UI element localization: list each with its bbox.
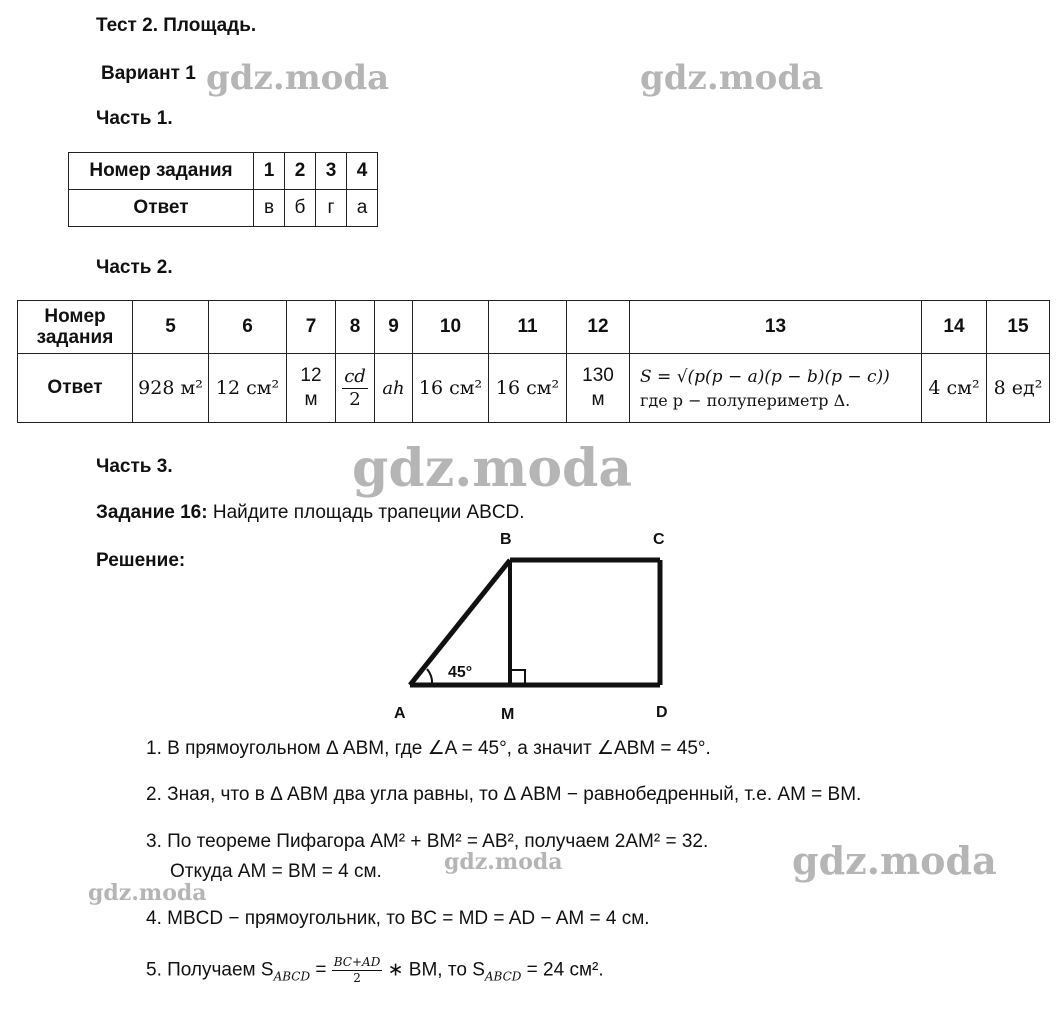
heron-formula: S = √(p(p − a)(p − b)(p − c)) [640,366,890,387]
answer-cell: 928 м² [133,354,209,423]
part2-heading: Часть 2. [96,257,173,278]
solution-step-5 [146,955,604,986]
subscript: ABCD [484,969,522,984]
step-text: 5. Получаем S [146,959,274,981]
answer-cell: 16 см² [413,354,489,423]
step-text: = [310,959,332,981]
solution-step-2: 2. Зная, что в Δ ABM два угла равны, то Δ ABM − равнобедренный, т.е. AM = BM. [146,784,862,805]
answer-cell: г [316,190,347,227]
row-header-task: Номер задания [69,153,254,190]
answer-cell: ah [375,354,413,423]
solution-step-3-cont: Откуда AM = BM = 4 см. [170,861,382,882]
part2-table [17,300,1050,423]
solution-step-1: 1. В прямоугольном Δ ABM, где ∠A = 45°, а значит ∠ABM = 45°. [146,738,711,759]
variant-label: Вариант 1 [101,63,196,84]
point-m-label: M [501,706,515,723]
trapezoid-figure [380,525,680,725]
answer-cell: 16 см² [489,354,567,423]
solution-label: Решение: [96,550,186,571]
table-row [18,354,1050,423]
answer-cell: б [285,190,316,227]
task-number: 7 [287,301,336,354]
fraction-denominator: 2 [349,388,361,410]
fraction-denominator: 2 [353,971,361,985]
solution-step-4: 4. MBCD − прямоугольник, то BC = MD = AD − AM = 4 см. [146,908,650,929]
fraction [342,366,368,411]
fraction [332,955,383,986]
task-16 [96,502,525,524]
subscript: ABCD [273,969,311,984]
fraction-numerator: cd [344,365,366,387]
task-label: Задание 16: [96,502,208,523]
answer-cell: 8 ед² [987,354,1050,423]
row-header-task: Номер задания [18,301,133,354]
task-number: 8 [336,301,375,354]
task-number: 4 [347,153,378,190]
watermark: gdz.moda [444,849,563,875]
table-row [69,153,378,190]
task-number: 6 [209,301,287,354]
task-text: Найдите площадь трапеции ABCD. [212,502,525,523]
table-row [69,190,378,227]
task-number: 11 [489,301,567,354]
part1-table [68,152,378,227]
answer-cell [630,354,922,423]
row-header-answer: Ответ [18,354,133,423]
task-number: 13 [630,301,922,354]
row-header-answer: Ответ [69,190,254,227]
answer-cell: в [254,190,285,227]
task-number: 2 [285,153,316,190]
formula-note: где p − полупериметр Δ. [640,390,851,410]
watermark: gdz.moda [352,438,633,499]
vertex-c-label: C [653,531,665,548]
vertex-a-label: A [394,705,406,722]
task-number: 12 [567,301,630,354]
watermark: gdz.moda [88,880,207,906]
page-title: Тест 2. Площадь. [96,15,257,36]
table-row [18,301,1050,354]
watermark: gdz.moda [206,58,390,98]
answer-cell [336,354,375,423]
task-number: 9 [375,301,413,354]
task-number: 1 [254,153,285,190]
answer-cell: а [347,190,378,227]
task-number: 15 [987,301,1050,354]
vertex-d-label: D [656,704,668,721]
vertex-b-label: B [500,531,512,548]
solution-step-3: 3. По теореме Пифагора AM² + BM² = AB², получаем 2AM² = 32. [146,831,709,852]
answer-cell: 12 см² [209,354,287,423]
part1-heading: Часть 1. [96,108,173,129]
part3-heading: Часть 3. [96,456,173,477]
task-number: 10 [413,301,489,354]
answer-cell: 4 см² [922,354,987,423]
angle-label: 45° [448,664,473,681]
fraction-numerator: BC+AD [333,955,381,969]
task-number: 3 [316,153,347,190]
answer-cell: 130 м [567,354,630,423]
step-text: = 24 см². [521,959,604,981]
task-number: 5 [133,301,209,354]
watermark: gdz.moda [792,838,997,883]
step-text: ∗ BM, то S [382,959,485,981]
watermark: gdz.moda [640,58,824,98]
answer-cell: 12 м [287,354,336,423]
task-number: 14 [922,301,987,354]
